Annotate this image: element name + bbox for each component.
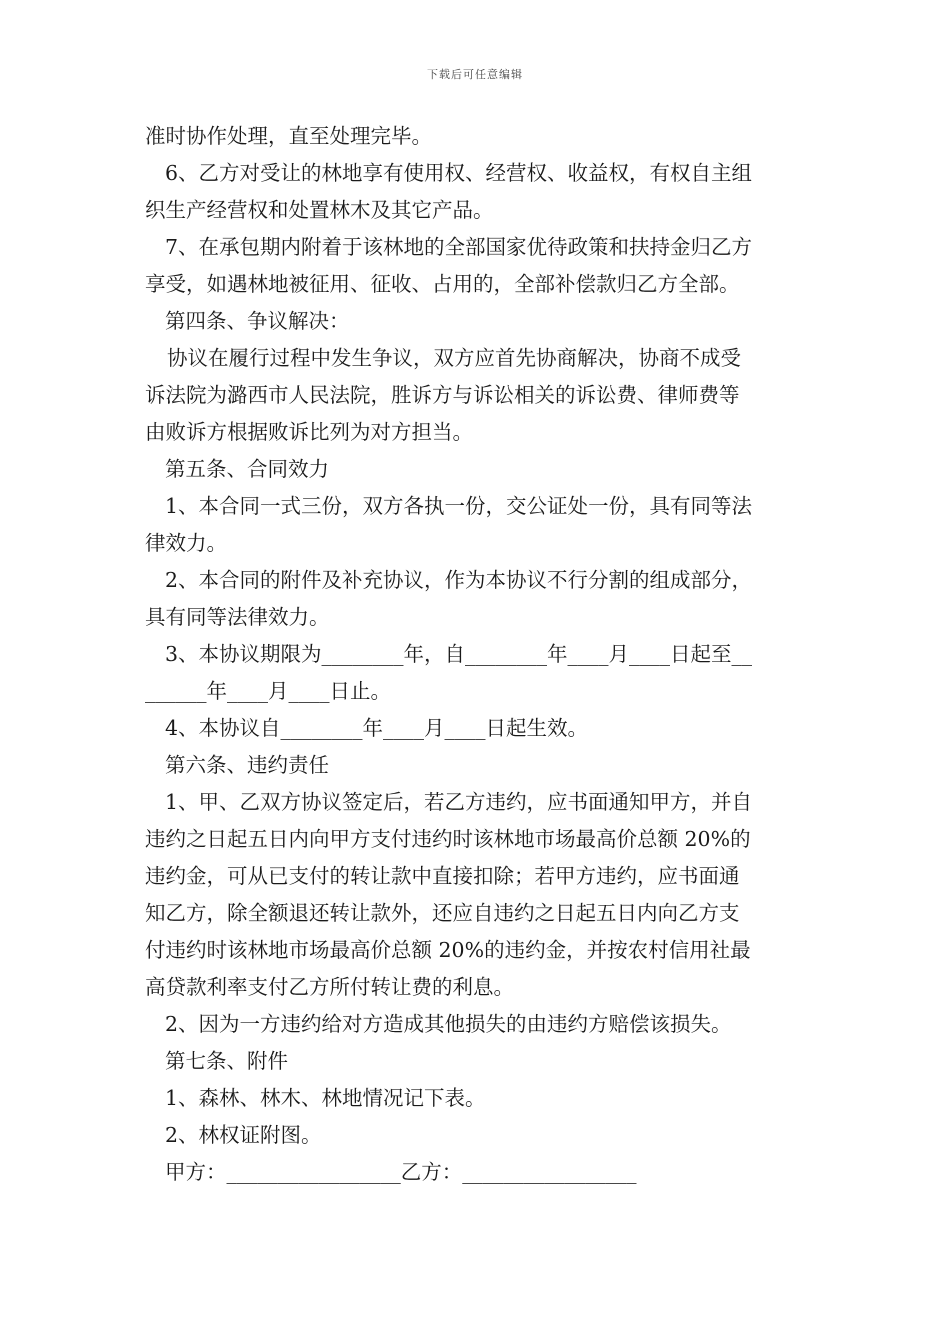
text-line: 高贷款利率支付乙方所付转让费的利息。 (145, 975, 514, 999)
text-line: 织生产经营权和处置林木及其它产品。 (145, 198, 494, 222)
text-line: ______年____月____日止。 (145, 679, 391, 703)
page-header-note: 下载后可任意编辑 (427, 68, 523, 81)
section-heading: 第六条、违约责任 (165, 753, 329, 777)
text-line: 律效力。 (145, 531, 227, 555)
text-line: 协议在履行过程中发生争议，双方应首先协商解决，协商不成受 (167, 346, 741, 370)
text-line: 付违约时该林地市场最高价总额 20%的违约金，并按农村信用社最 (145, 938, 751, 962)
section-heading: 第七条、附件 (165, 1049, 288, 1073)
text-line: 6、乙方对受让的林地享有使用权、经营权、收益权，有权自主组 (165, 161, 753, 185)
text-line: 准时协作处理，直至处理完毕。 (145, 124, 432, 148)
document-body (145, 118, 813, 1191)
text-line: 4、本协议自________年____月____日起生效。 (165, 716, 589, 740)
text-line: 由败诉方根据败诉比列为对方担当。 (145, 420, 473, 444)
text-line: 2、本合同的附件及补充协议，作为本协议不行分割的组成部分， (165, 568, 753, 592)
text-line: 知乙方，除全额退还转让款外，还应自违约之日起五日内向乙方支 (145, 901, 740, 925)
section-heading: 第五条、合同效力 (165, 457, 329, 481)
text-line: 诉法院为潞西市人民法院，胜诉方与诉讼相关的诉讼费、律师费等 (145, 383, 740, 407)
text-line: 1、森林、林木、林地情况记下表。 (165, 1086, 486, 1110)
text-line: 7、在承包期内附着于该林地的全部国家优待政策和扶持金归乙方 (165, 235, 753, 259)
text-line: 违约之日起五日内向甲方支付违约时该林地市场最高价总额 20%的 (145, 827, 751, 851)
text-line: 2、林权证附图。 (165, 1123, 322, 1147)
text-line: 3、本协议期限为________年，自________年____月____日起至__ (165, 642, 753, 666)
signature-line: 甲方：_________________乙方：_________________ (165, 1160, 637, 1184)
text-line: 享受，如遇林地被征用、征收、占用的，全部补偿款归乙方全部。 (145, 272, 740, 296)
text-line: 1、甲、乙双方协议签定后，若乙方违约，应书面通知甲方，并自 (165, 790, 753, 814)
text-line: 1、本合同一式三份，双方各执一份，交公证处一份，具有同等法 (165, 494, 753, 518)
text-line: 违约金，可从已支付的转让款中直接扣除；若甲方违约，应书面通 (145, 864, 740, 888)
section-heading: 第四条、争议解决： (165, 309, 350, 333)
text-line: 2、因为一方违约给对方造成其他损失的由违约方赔偿该损失。 (165, 1012, 732, 1036)
text-line: 具有同等法律效力。 (145, 605, 330, 629)
